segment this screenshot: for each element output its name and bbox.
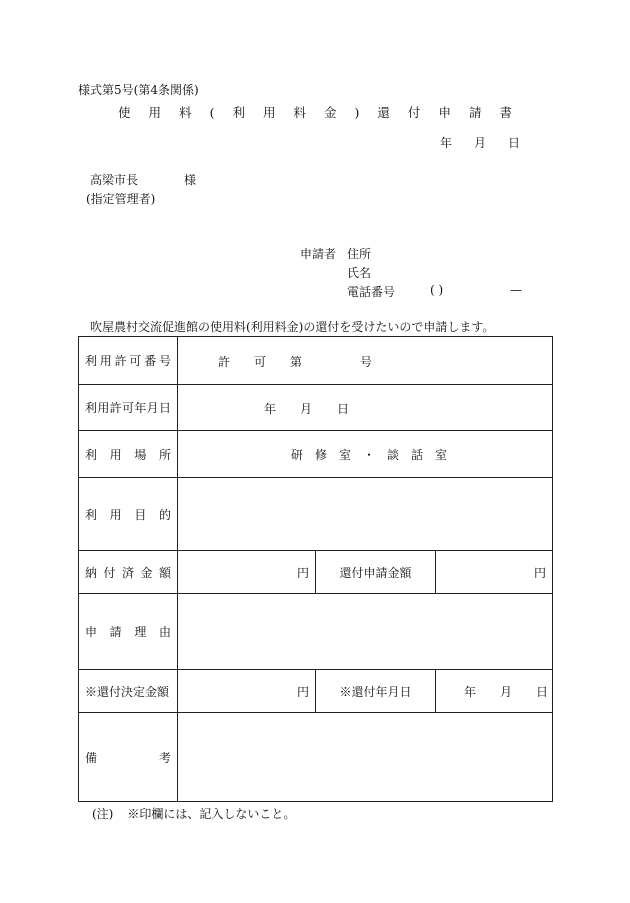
- title-char: 書: [499, 105, 521, 120]
- footnote-mark: (注): [92, 807, 114, 821]
- title-char: ): [354, 105, 369, 120]
- value-char: 室: [339, 448, 352, 462]
- document-title: [0, 103, 630, 121]
- value-char: 談: [387, 448, 400, 462]
- label-char: 付: [103, 565, 116, 580]
- title-char: 料: [179, 105, 201, 120]
- location-field[interactable]: [178, 431, 553, 478]
- applicant-label: 申請者: [300, 247, 337, 261]
- phone-label: 電話番号: [347, 285, 396, 299]
- value-char: 月: [500, 685, 513, 699]
- value-char: 可: [254, 354, 267, 369]
- date-year: 年: [440, 136, 453, 150]
- row-reason: [79, 594, 553, 670]
- label-char: 申: [85, 625, 98, 639]
- refund-date-field: [436, 670, 553, 713]
- row-permit-number: [79, 337, 553, 385]
- label-char: 済: [121, 565, 134, 580]
- label-char: 号: [158, 354, 171, 368]
- application-date: [440, 134, 520, 151]
- label-char: 金: [140, 565, 153, 580]
- row-paid-amount: [79, 551, 553, 594]
- label-char: 利: [85, 354, 98, 368]
- permit-number-label: [79, 337, 178, 385]
- refund-application-table: [78, 336, 553, 802]
- row-remarks: [79, 713, 553, 802]
- label-char: 理: [134, 625, 147, 639]
- value-char: 号: [360, 354, 373, 369]
- decided-amount-field: [178, 670, 316, 713]
- value-char: 日: [536, 685, 549, 699]
- refund-request-amount-label: 還付申請金額: [316, 551, 436, 594]
- location-label: [79, 431, 178, 478]
- label-char: 月: [146, 401, 159, 415]
- row-location: [79, 431, 553, 478]
- paid-amount-label: [79, 551, 178, 594]
- purpose-field[interactable]: [178, 478, 553, 551]
- label-char: 利: [85, 507, 98, 522]
- decided-amount-label: ※還付決定金額: [79, 670, 178, 713]
- label-char: 用: [109, 507, 122, 522]
- footnote-text: ※印欄には、記入しないこと。: [127, 807, 296, 821]
- yen-unit: 円: [296, 684, 309, 699]
- label-char: 納: [85, 565, 98, 580]
- row-permit-date: [79, 385, 553, 431]
- title-char: 申: [438, 105, 460, 120]
- name-label: 氏名: [347, 266, 372, 280]
- purpose-label: [79, 478, 178, 551]
- value-char: 月: [300, 401, 313, 416]
- request-sentence: 吹屋農村交流促進館の使用料(利用料金)の還付を受けたいので申請します。: [90, 320, 495, 334]
- date-month: 月: [474, 136, 487, 150]
- addressee-name: 高梁市長: [90, 173, 139, 187]
- permit-number-field[interactable]: [178, 337, 553, 385]
- value-char: 修: [315, 448, 328, 462]
- value-char: 年: [464, 685, 477, 699]
- label-char: 許: [109, 401, 122, 415]
- footnote: [92, 805, 295, 822]
- value-char: ・: [363, 448, 376, 462]
- label-char: 考: [158, 750, 171, 765]
- title-char: 金: [324, 105, 346, 120]
- addressee-honorific: 様: [184, 173, 197, 187]
- label-char: 番: [144, 354, 157, 368]
- phone-area-code-paren: ( ): [430, 283, 444, 297]
- title-char: 付: [407, 105, 430, 120]
- label-char: 可: [121, 401, 134, 415]
- title-char: 用: [148, 105, 171, 120]
- label-char: 許: [114, 354, 127, 368]
- designated-manager: (指定管理者): [86, 192, 156, 206]
- permit-date-label: [79, 385, 178, 431]
- label-char: 年: [134, 401, 147, 415]
- value-char: 日: [337, 401, 350, 416]
- title-char: 還: [377, 105, 399, 120]
- label-char: 由: [158, 625, 171, 639]
- phone-dash: —: [510, 283, 522, 297]
- label-char: 場: [134, 447, 147, 462]
- paid-amount-field[interactable]: [178, 551, 316, 594]
- title-char: 使: [118, 105, 140, 120]
- row-decided-amount: [79, 670, 553, 713]
- address-label: 住所: [347, 247, 372, 261]
- label-char: 目: [134, 507, 147, 522]
- label-char: 所: [158, 447, 171, 462]
- value-char: 許: [218, 354, 231, 369]
- label-char: 利: [85, 447, 98, 462]
- label-char: 用: [97, 401, 110, 415]
- title-char: (: [209, 105, 224, 120]
- title-char: 利: [232, 105, 254, 120]
- label-char: 用: [109, 447, 122, 462]
- yen-unit: 円: [296, 565, 309, 580]
- reason-field[interactable]: [178, 594, 553, 670]
- value-char: 研: [291, 448, 304, 462]
- row-purpose: [79, 478, 553, 551]
- yen-unit: 円: [534, 565, 547, 580]
- remarks-label: [79, 713, 178, 802]
- title-char: 料: [293, 105, 315, 120]
- date-day: 日: [508, 136, 521, 150]
- value-char: 年: [264, 401, 277, 416]
- value-char: 話: [411, 448, 424, 462]
- label-char: 額: [158, 565, 171, 580]
- value-char: 第: [290, 354, 303, 369]
- refund-request-amount-field[interactable]: [436, 551, 553, 594]
- title-char: 請: [468, 105, 491, 120]
- value-char: 室: [435, 448, 448, 462]
- label-char: 請: [109, 625, 122, 639]
- remarks-field[interactable]: [178, 713, 553, 802]
- label-char: 備: [85, 750, 98, 765]
- label-char: 的: [158, 507, 171, 522]
- form-number: 様式第5号(第4条関係): [78, 83, 199, 97]
- refund-date-label: ※還付年月日: [316, 670, 436, 713]
- label-char: 用: [99, 354, 112, 368]
- label-char: 可: [129, 354, 142, 368]
- reason-label: [79, 594, 178, 670]
- label-char: 利: [85, 401, 98, 415]
- label-char: 日: [158, 401, 171, 415]
- permit-date-field[interactable]: [178, 385, 553, 431]
- title-char: 用: [262, 105, 285, 120]
